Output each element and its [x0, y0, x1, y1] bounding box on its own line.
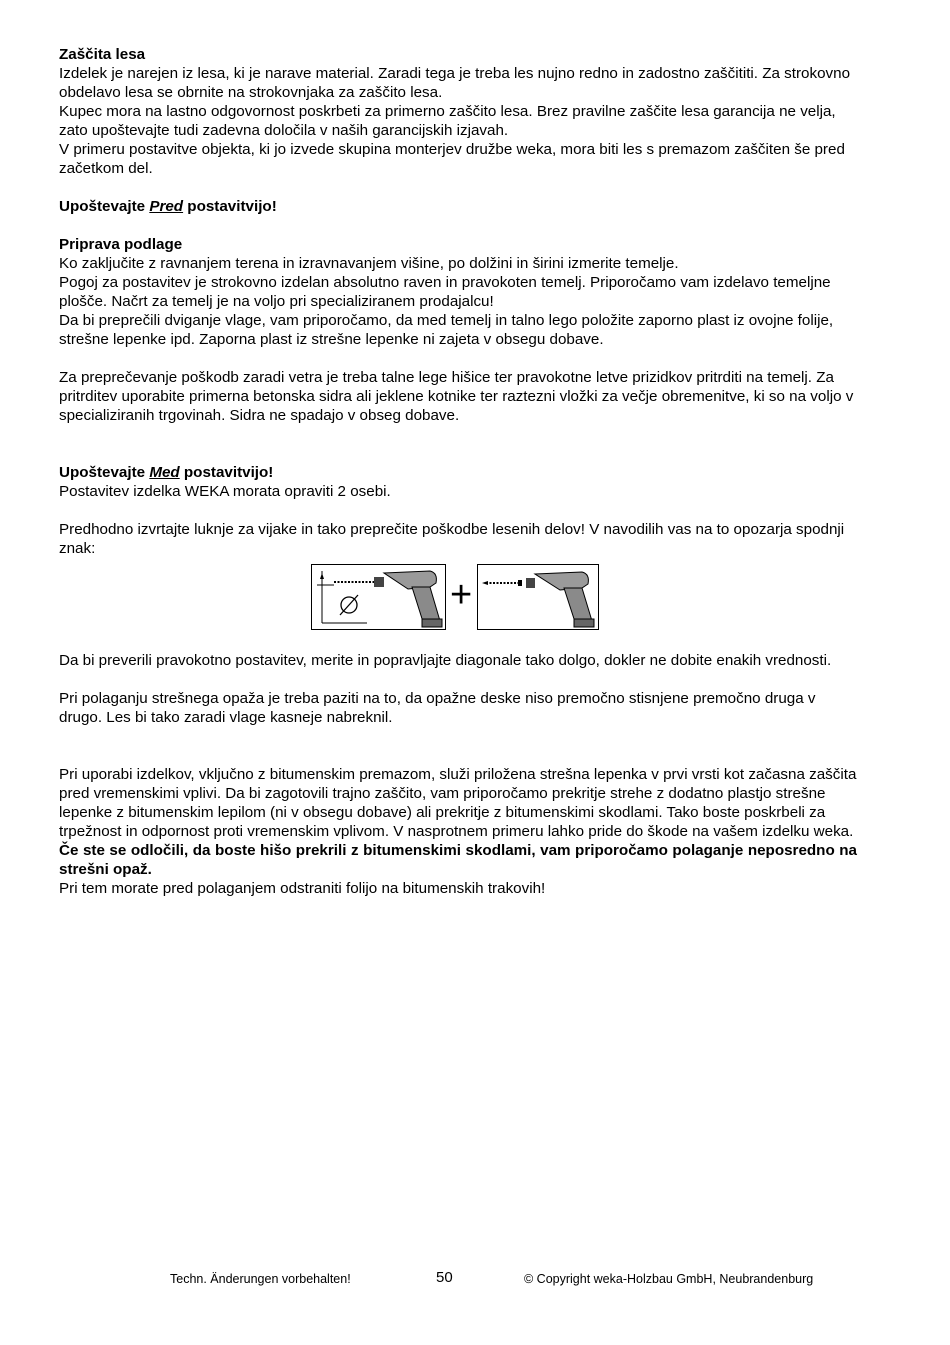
screwdriver-drill-icon: [477, 564, 599, 630]
paragraph: Da bi preprečili dviganje vlage, vam priporočamo, da med temelj in talno lego položite zaporno plast iz ovojne folije, strešne lepenke ipd. Zaporna plast iz strešne lepenke ni zajeta v obsegu dobave.: [59, 312, 834, 348]
paragraph: Pri uporabi izdelkov, vključno z bitumenskim premazom, služi priložena strešna lepenka v prvi vrsti kot začasna zaščita pred vremenskimi vplivi. Da bi zagotovili trajno zaščito, vam priporočamo prekritje strehe z dodatno plastjo strešne lepenke z bitumenskim lepilom (ni v obsegu dobave) ali prekritje z bitumenskimi skodlami. Tako boste poskrbeli za trpežnost in odpornost proti vremenskim vplivom. V nasprotnem primeru lahko pride do škode na vašem izdelku weka.: [59, 766, 857, 840]
paragraph-bold: Če ste se odločili, da boste hišo prekrili z bitumenskimi skodlami, vam priporočamo polaganje neposredno na strešni opaž.: [59, 842, 857, 878]
section-title-during-assembly: [59, 463, 857, 482]
title-text: postavitvijo!: [183, 198, 277, 215]
paragraph: Ko zaključite z ravnanjem terena in izravnavanjem višine, po dolžini in širini izmerite temelje.: [59, 255, 679, 272]
paragraph: Kupec mora na lastno odgovornost poskrbeti za primerno zaščito lesa. Brez pravilne zaščite lesa garancija ne velja, zato upoštevajte tudi zadevna določila v naših garancijskih izjavah.: [59, 103, 836, 139]
paragraph: Pri polaganju strešnega opaža je treba paziti na to, da opažne deske niso premočno stisnjene premočno druga v drugo. Les bi tako zaradi vlage kasneje nabreknil.: [59, 690, 816, 726]
page-number: 50: [436, 1269, 453, 1286]
paragraph: Predhodno izvrtajte luknje za vijake in tako preprečite poškodbe lesenih delov! V navodilih vas na to opozarja spodnji znak:: [59, 521, 845, 557]
paragraph: Za preprečevanje poškodb zaradi vetra je treba talne lege hišice ter pravokotne letve prizidkov pritrditi na temelj. Za pritrditev uporabite primerna betonska sidra ali jeklene kotnike ter raztezni vložki za večje obremenitve, ki so na voljo v specializiranih trgovinah. Sidra ne spadajo v obseg dobave.: [59, 369, 854, 424]
paragraph: V primeru postavitve objekta, ki jo izvede skupina monterjev družbe weka, mora biti les s premazom zaščiten še pred začetkom del.: [59, 141, 845, 177]
title-text: Upoštevajte: [59, 464, 150, 481]
paragraph: Pri tem morate pred polaganjem odstraniti folijo na bitumenskih trakovih!: [59, 880, 546, 897]
title-emphasis: Med: [149, 464, 180, 481]
title-text: postavitvijo!: [179, 464, 274, 481]
section-title-wood-protection: Zaščita lesa: [59, 46, 146, 63]
section-title-before-assembly: [59, 197, 857, 216]
plus-sign: +: [450, 574, 473, 616]
footer-copyright: © Copyright weka-Holzbau GmbH, Neubrandenburg: [524, 1272, 814, 1286]
predrill-drill-icon: [311, 564, 446, 630]
section-title-foundation: Priprava podlage: [59, 236, 183, 253]
footer-notice: Techn. Änderungen vorbehalten!: [170, 1272, 351, 1286]
predrill-figure: [59, 564, 857, 641]
title-text: Upoštevajte: [59, 198, 150, 215]
paragraph: Postavitev izdelka WEKA morata opraviti 2 osebi.: [59, 483, 391, 500]
document-body: [59, 45, 857, 898]
title-emphasis: Pred: [149, 198, 184, 215]
paragraph: Da bi preverili pravokotno postavitev, merite in popravljajte diagonale tako dolgo, dokler ne dobite enakih vrednosti.: [59, 652, 832, 669]
paragraph: Pogoj za postavitev je strokovno izdelan absolutno raven in pravokoten temelj. Priporočamo vam izdelavo temeljne plošče. Načrt za temelj je na voljo pri specializiranem prodajalcu!: [59, 274, 831, 310]
paragraph: Izdelek je narejen iz lesa, ki je narave material. Zaradi tega je treba les nujno redno in zadostno zaščititi. Za strokovno obdelavo lesa se obrnite na strokovnjaka za zaščito lesa.: [59, 65, 851, 101]
